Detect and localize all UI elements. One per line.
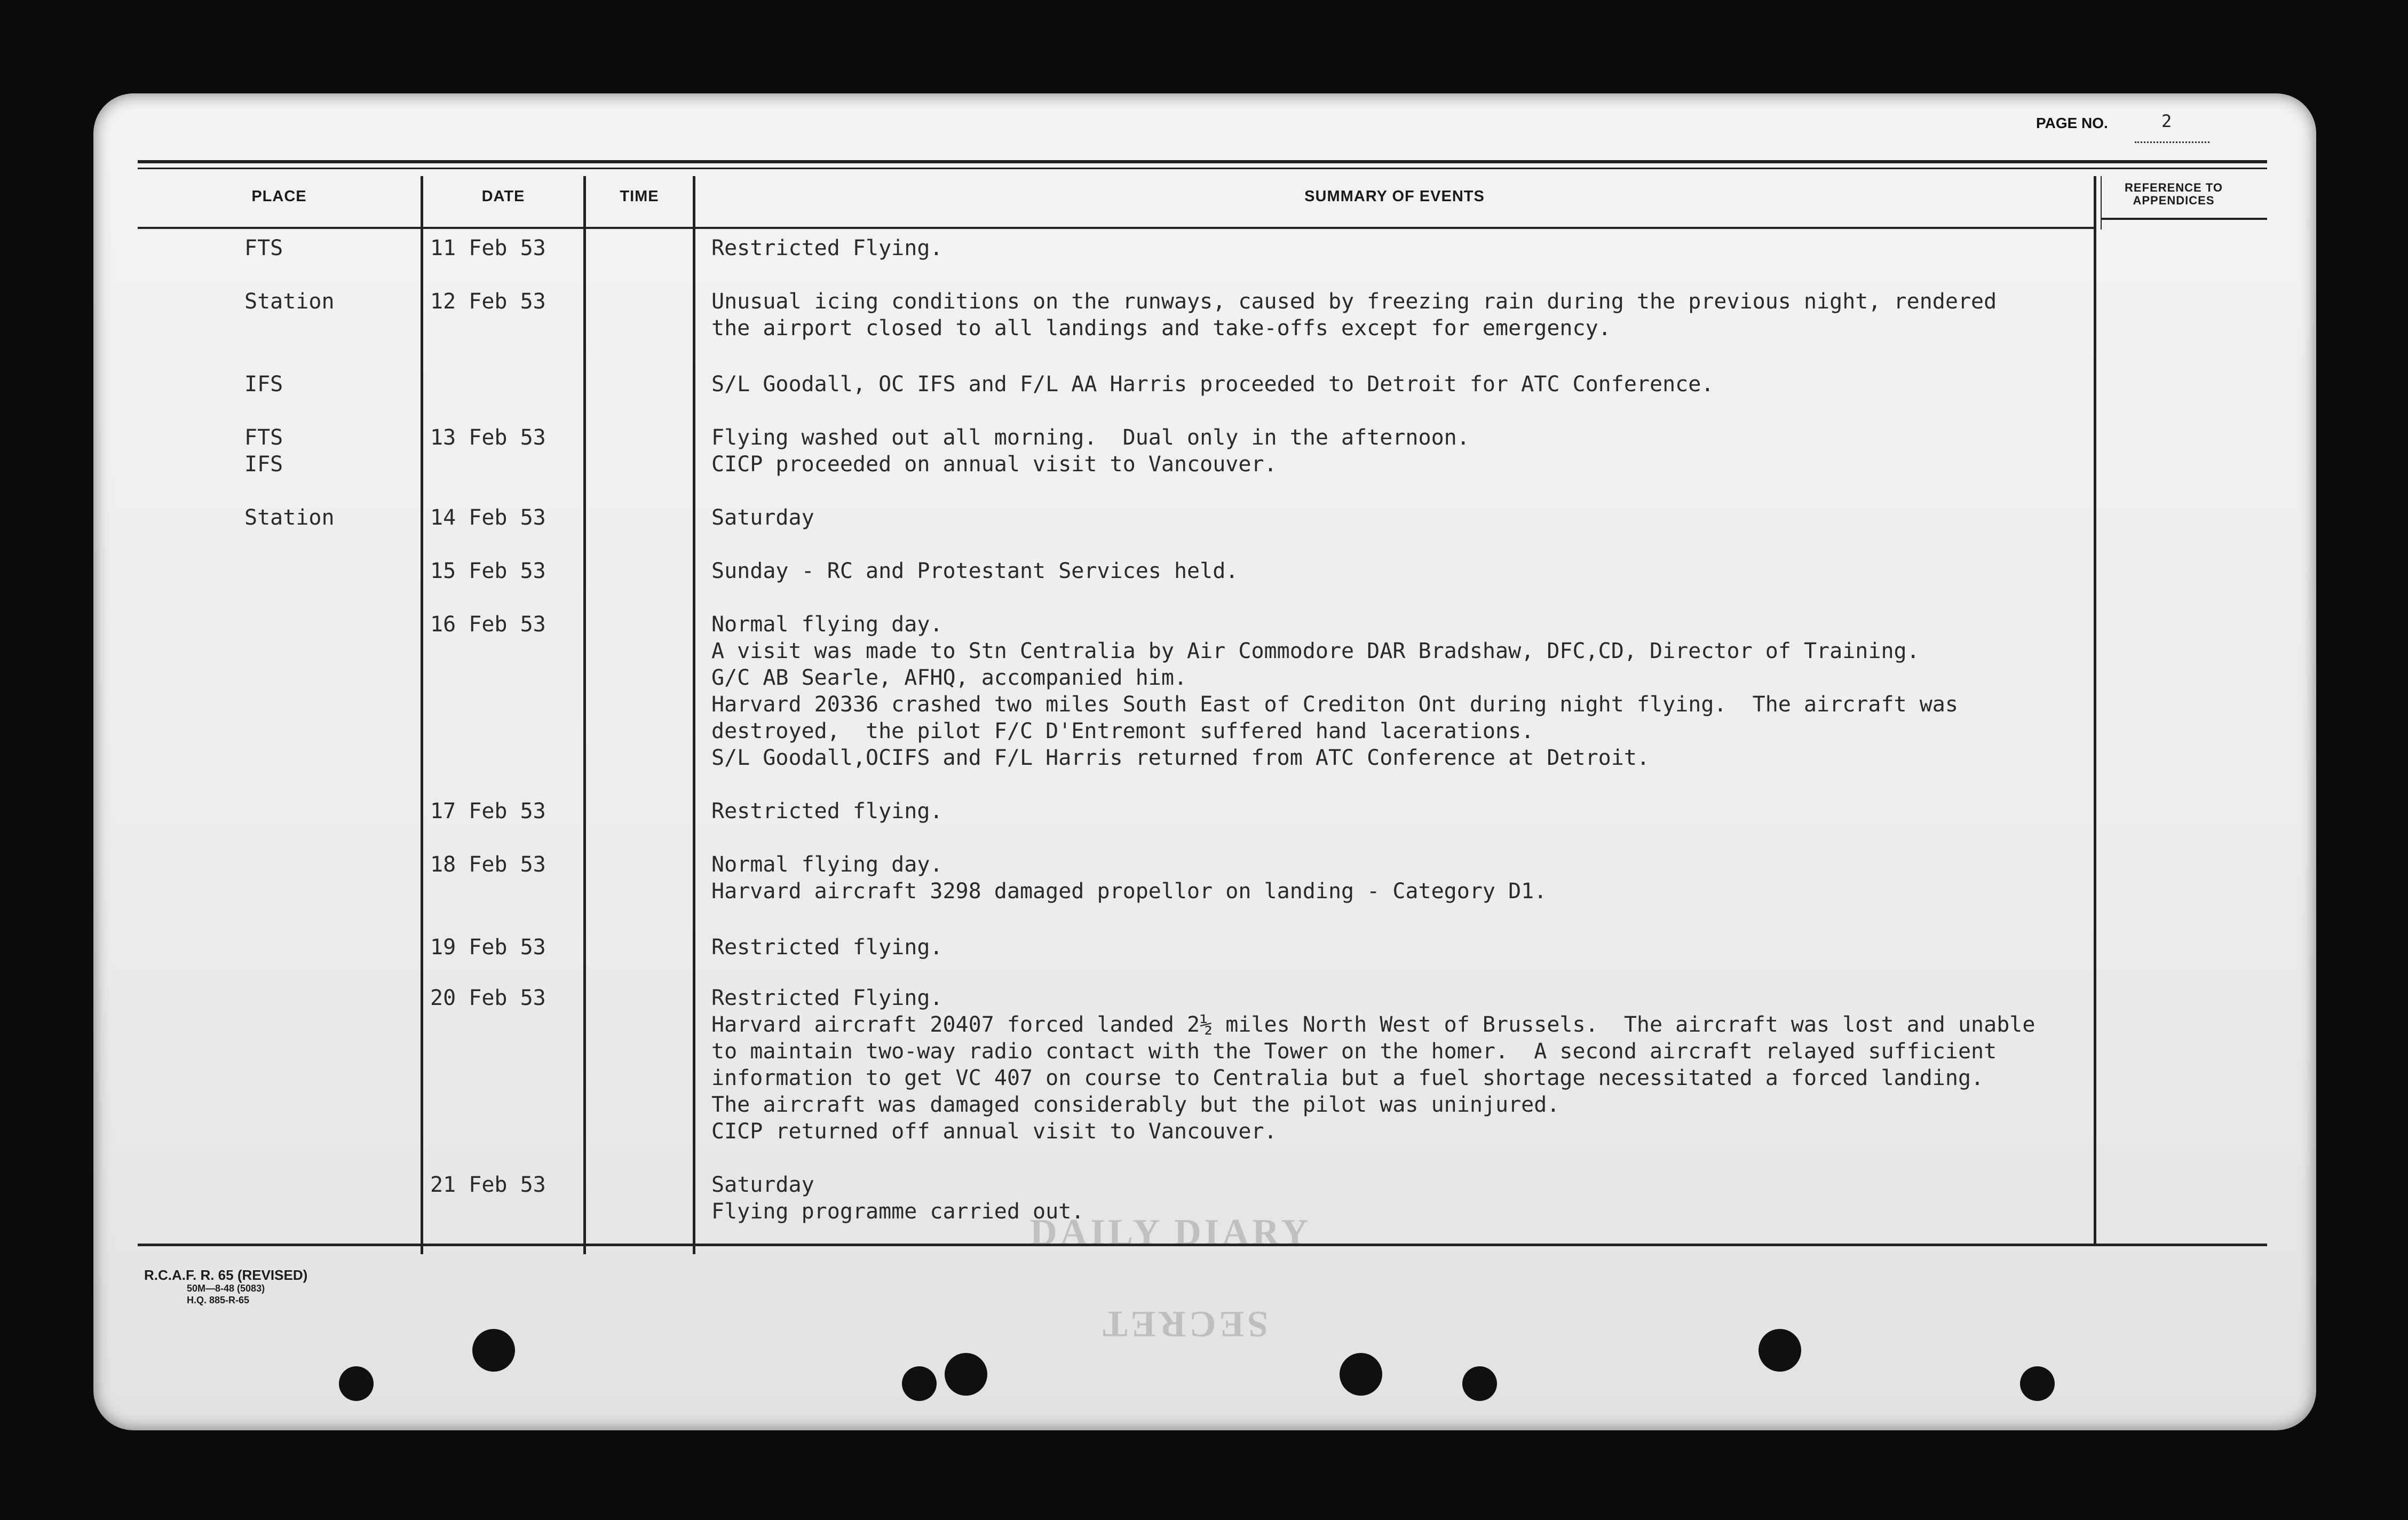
stamp-daily-diary: DAILY DIARY — [1030, 1212, 1312, 1253]
entry-summary — [711, 288, 1997, 342]
entry-place: Station — [244, 289, 335, 314]
column-header-time: TIME — [620, 188, 659, 205]
summary-line: Harvard aircraft 20407 forced landed 2½ miles North West of Brussels. The aircraft was lost and unable — [711, 1012, 2035, 1037]
entry-summary — [711, 985, 2035, 1145]
entry-date: 14 Feb 53 — [430, 505, 546, 530]
column-header-date: DATE — [481, 188, 525, 205]
summary-line: S/L Goodall,OCIFS and F/L Harris returned from ATC Conference at Detroit. — [711, 746, 1650, 770]
summary-line: Flying programme carried out. — [711, 1199, 1084, 1224]
divider-summary-ref — [2094, 176, 2096, 1244]
page-number-label: PAGE NO. — [2036, 115, 2108, 131]
stamp-secret: SECRET — [1099, 1303, 1269, 1344]
entry-date: 20 Feb 53 — [430, 986, 546, 1010]
daily-diary-form — [138, 160, 2267, 1254]
page-number-underline — [2135, 141, 2209, 143]
entry-place: IFS — [244, 372, 283, 397]
form-code-print-1: 50M—8-48 (5083) — [187, 1283, 265, 1294]
summary-line: G/C AB Searle, AFHQ, accompanied him. — [711, 666, 1187, 690]
summary-line: the airport closed to all landings and take-offs except for emergency. — [711, 316, 1611, 341]
divider-ref-inner — [2101, 176, 2102, 229]
summary-line: destroyed, the pilot F/C D'Entremont suffered hand lacerations. — [711, 719, 1534, 743]
entry-summary — [711, 1171, 1084, 1225]
divider-time-summary — [693, 176, 695, 1254]
divider-place-date — [421, 176, 423, 1254]
entry-date: 13 Feb 53 — [430, 425, 546, 450]
column-header-summary: SUMMARY OF EVENTS — [1304, 188, 1485, 205]
entry-summary — [711, 371, 1714, 398]
form-code — [144, 1268, 307, 1306]
summary-line: information to get VC 407 on course to Centralia but a fuel shortage necessitated a forced landing. — [711, 1066, 1984, 1090]
summary-line: The aircraft was damaged considerably but the pilot was uninjured. — [711, 1092, 1560, 1117]
form-code-title: R.C.A.F. R. 65 (REVISED) — [144, 1267, 308, 1283]
summary-line: Sunday - RC and Protestant Services held. — [711, 559, 1239, 583]
entry-place: FTS — [244, 236, 283, 260]
entry-summary — [711, 611, 1958, 771]
entry-place: Station — [244, 505, 335, 530]
divider-date-time — [583, 176, 586, 1254]
entry-summary — [711, 934, 942, 961]
column-header-reference: REFERENCE TO APPENDICES — [2125, 181, 2223, 207]
entry-date: 16 Feb 53 — [430, 612, 546, 637]
entry-date: 18 Feb 53 — [430, 852, 546, 877]
top-rule — [138, 160, 2267, 163]
summary-line: Restricted flying. — [711, 799, 943, 824]
column-header-place: PLACE — [251, 188, 307, 205]
summary-line: Saturday — [711, 505, 814, 530]
binder-hole — [472, 1329, 515, 1372]
summary-line: Flying washed out all morning. Dual only in the afternoon. — [711, 425, 1470, 450]
summary-line: A visit was made to Stn Centralia by Air Commodore DAR Bradshaw, DFC,CD, Director of Training. — [711, 639, 1920, 663]
summary-line: Restricted flying. — [711, 935, 943, 960]
page-number-value: 2 — [2161, 111, 2172, 131]
entry-date: 19 Feb 53 — [430, 935, 546, 960]
entry-date: 12 Feb 53 — [430, 289, 546, 314]
binder-hole — [1759, 1329, 1801, 1372]
entry-date: 11 Feb 53 — [430, 236, 546, 260]
summary-line: to maintain two-way radio contact with the Tower on the homer. A second aircraft relayed sufficient — [711, 1039, 1997, 1064]
summary-line: Unusual icing conditions on the runways, caused by freezing rain during the previous night, rendered — [711, 289, 1997, 314]
binder-hole — [902, 1366, 937, 1401]
form-code-print-2: H.Q. 885-R-65 — [187, 1295, 250, 1305]
entry-summary — [711, 558, 1238, 584]
top-rule-2 — [138, 168, 2267, 169]
entry-summary — [711, 504, 814, 531]
summary-line: Saturday — [711, 1173, 814, 1197]
binder-hole — [1462, 1366, 1497, 1401]
summary-line: Normal flying day. — [711, 852, 943, 877]
binder-hole — [339, 1366, 374, 1401]
summary-line: CICP proceeded on annual visit to Vancouver. — [711, 452, 1277, 477]
entry-summary — [711, 235, 942, 262]
binder-hole — [945, 1353, 987, 1396]
summary-line: Harvard aircraft 3298 damaged propellor on landing - Category D1. — [711, 879, 1547, 904]
header-rule-appendix — [2102, 218, 2267, 220]
entry-summary — [711, 851, 1547, 905]
entry-summary — [711, 424, 1470, 478]
summary-line: Harvard 20336 crashed two miles South East of Crediton Ont during night flying. The aircraft was — [711, 692, 1958, 717]
entry-date: 21 Feb 53 — [430, 1173, 546, 1197]
binder-hole — [1340, 1353, 1382, 1396]
entry-date: 15 Feb 53 — [430, 559, 546, 583]
summary-line: Normal flying day. — [711, 612, 943, 637]
binder-hole — [2020, 1366, 2055, 1401]
entry-date: 17 Feb 53 — [430, 799, 546, 824]
entry-summary — [711, 798, 942, 825]
entry-place: FTS IFS — [244, 425, 283, 477]
summary-line: Restricted Flying. — [711, 986, 943, 1010]
summary-line: CICP returned off annual visit to Vancouver. — [711, 1119, 1277, 1144]
summary-line: Restricted Flying. — [711, 236, 943, 260]
summary-line: S/L Goodall, OC IFS and F/L AA Harris proceeded to Detroit for ATC Conference. — [711, 372, 1714, 397]
header-rule — [138, 227, 2096, 229]
